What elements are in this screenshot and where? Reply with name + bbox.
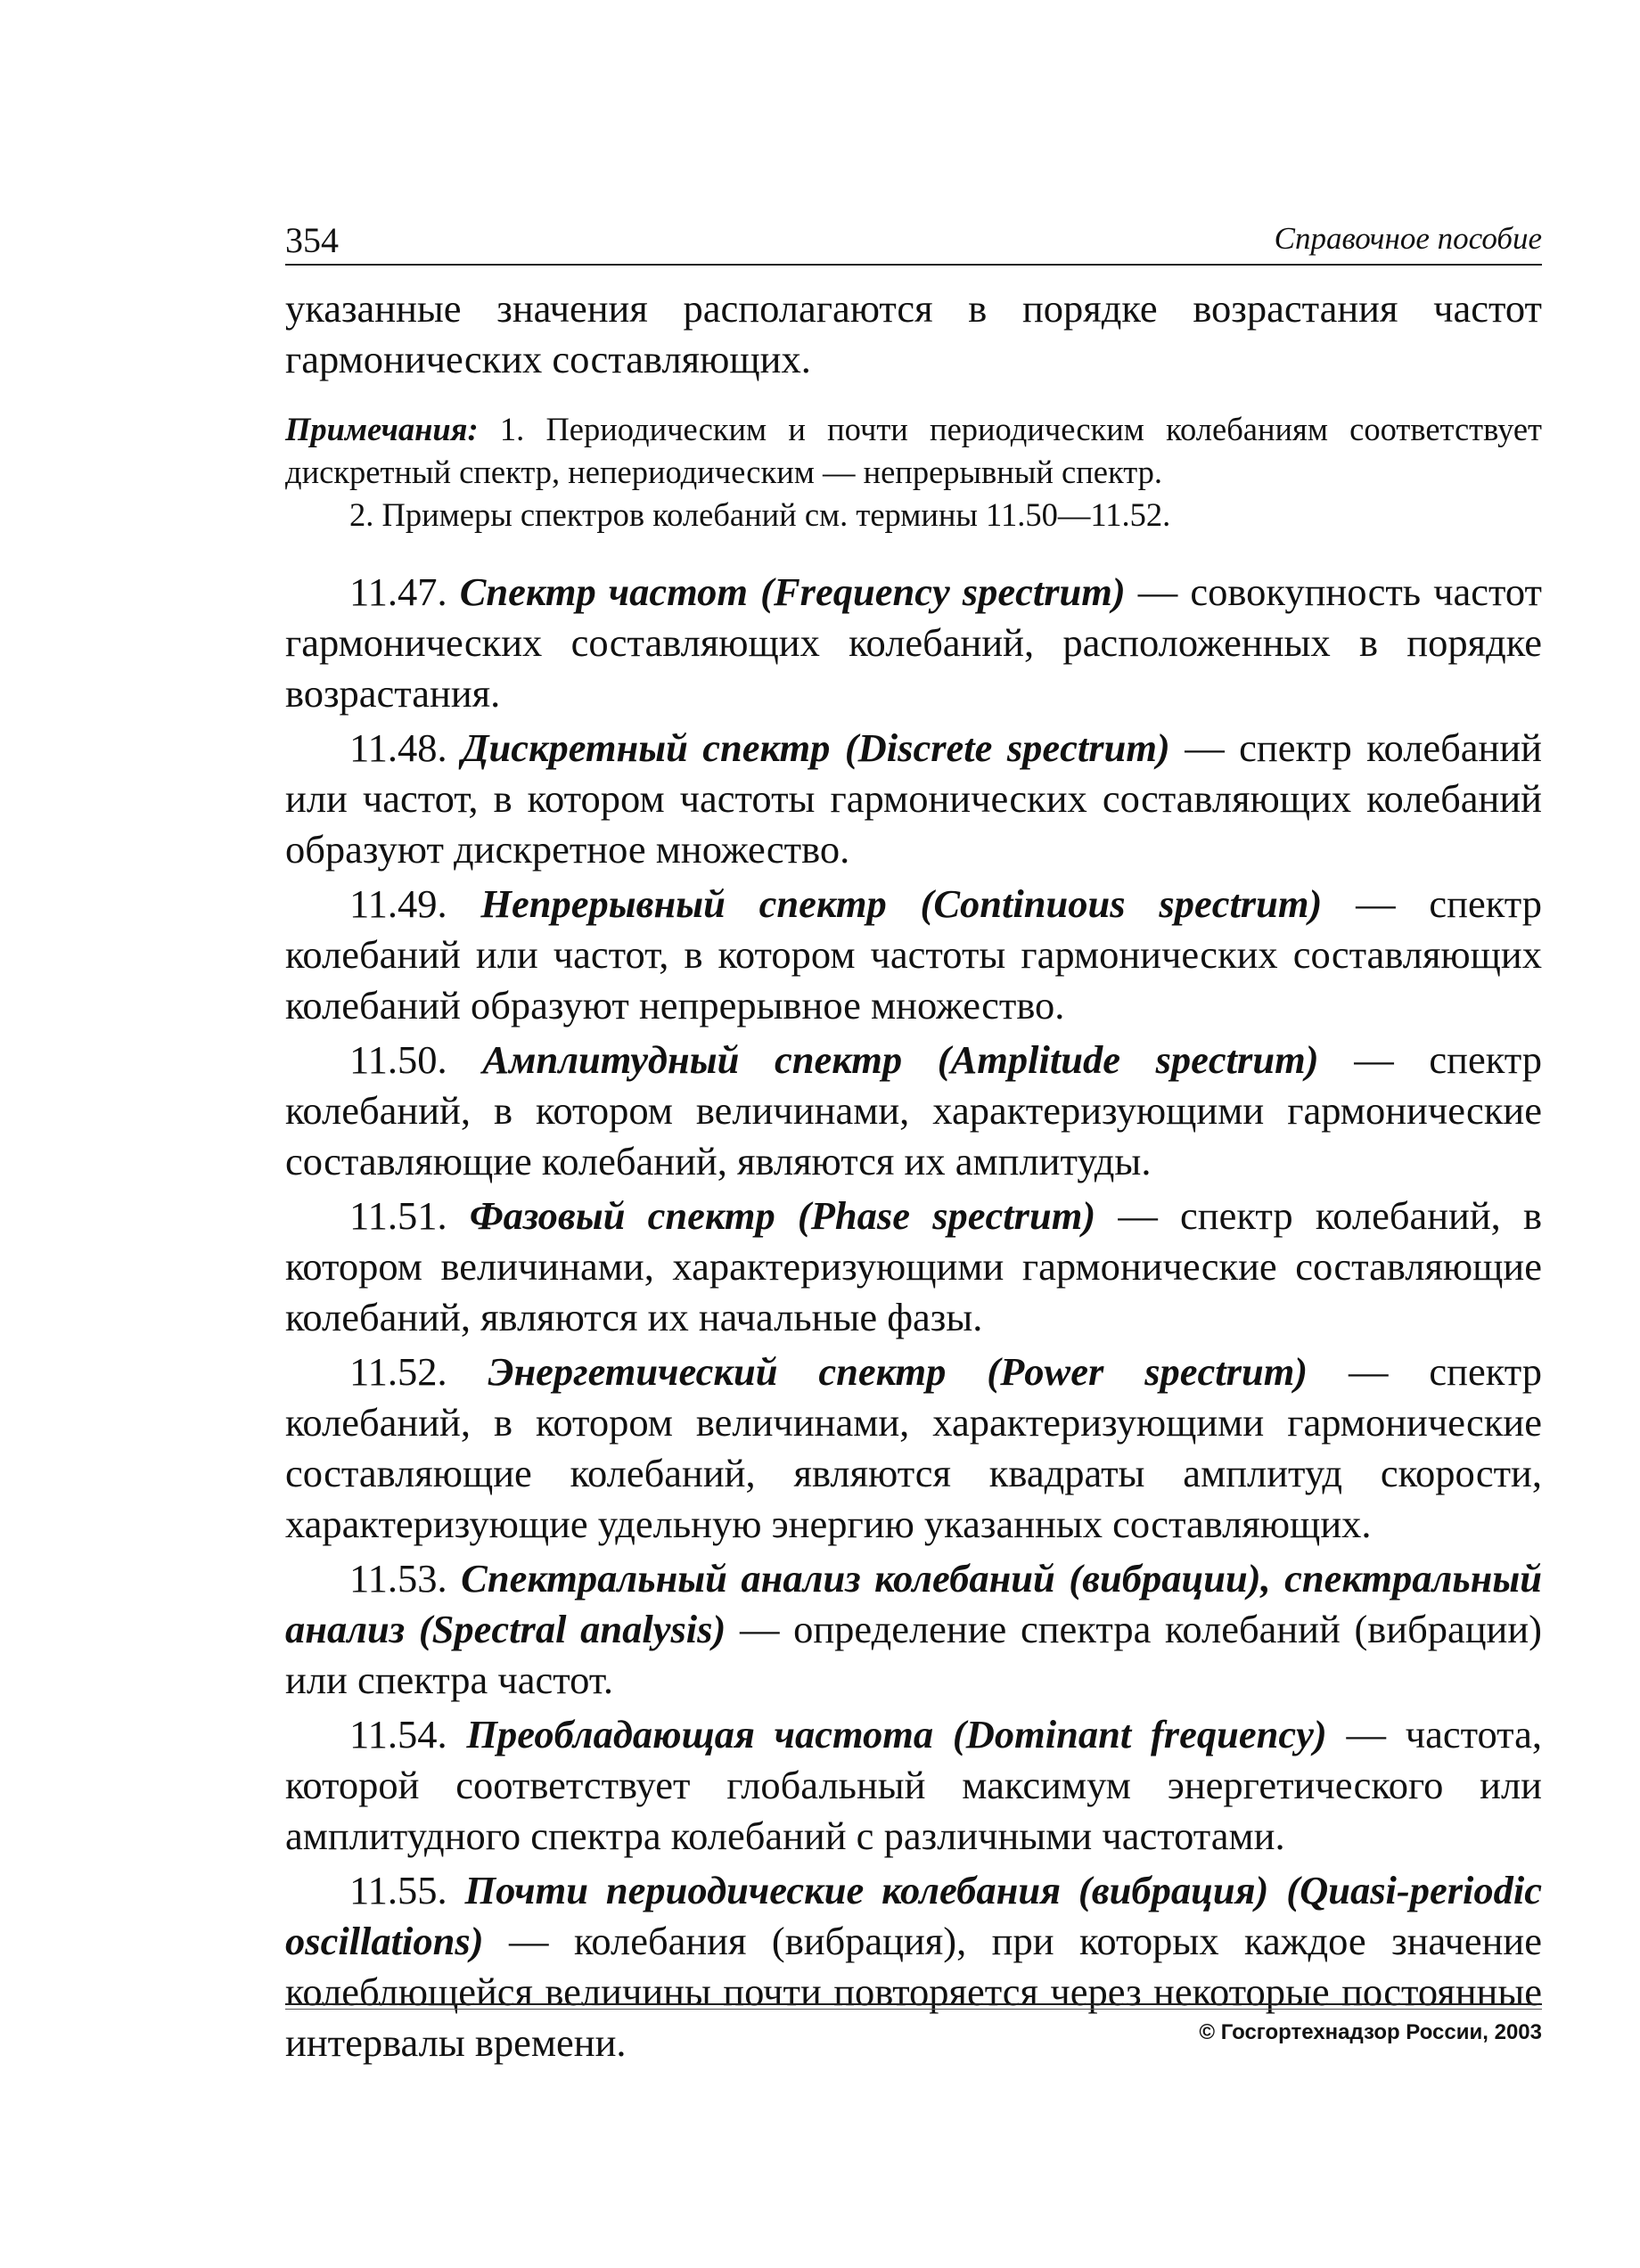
entry-number: 11.49. [349, 881, 447, 926]
entry-term: Дискретный спектр (Discrete spectrum) [462, 725, 1170, 770]
entry-definition: — колебания (вибрация), при которых каждое значение колеблющейся величины почти повторяется через некоторые постоянные интервалы времени. [285, 1919, 1542, 2065]
entry-number: 11.55. [349, 1868, 447, 1912]
notes-block [285, 408, 1542, 536]
continued-paragraph: указанные значения располагаются в порядке возрастания частот гармонических составляющих. [285, 286, 1542, 381]
entry-definition: — спектр колебаний, в котором величинами, характеризующими гармонические составляющие колебаний, являются квадраты амплитуд скорости, характеризующие удельную энергию указанных составляющих. [285, 1349, 1543, 1546]
entry-term: Энергетический спектр (Power spectrum) [488, 1349, 1308, 1394]
note-1-text: 1. Периодическим и почти периодическим колебаниям соответствует дискретный спектр, непериодическим — непрерывный спектр. [285, 411, 1542, 490]
term-entry [285, 1035, 1542, 1187]
page-number: 354 [285, 220, 339, 260]
term-entry [285, 723, 1542, 875]
entry-term: Спектральный анализ колебаний (вибрации), спектральный анализ (Spectral analysis) [285, 1556, 1543, 1651]
entry-number: 11.48. [349, 725, 447, 770]
page [285, 0, 1542, 2268]
entry-number: 11.51. [349, 1193, 447, 1238]
entry-number: 11.52. [349, 1349, 447, 1394]
term-entry [285, 879, 1542, 1031]
entry-term: Преобладающая частота (Dominant frequency) [466, 1712, 1327, 1756]
entry-number: 11.53. [349, 1556, 447, 1601]
note-1 [285, 408, 1542, 494]
entry-definition: — частота, которой соответствует глобальный максимум энергетического или амплитудного спектра колебаний с различными частотами. [285, 1712, 1542, 1858]
entry-definition: — спектр колебаний или частот, в котором частоты гармонических составляющих колебаний образуют дискретное множество. [285, 725, 1542, 872]
entry-term: Амплитудный спектр (Amplitude spectrum) [482, 1037, 1319, 1082]
copyright-notice: © Госгортехнадзор России, 2003 [1199, 2020, 1542, 2044]
note-2: 2. Примеры спектров колебаний см. термины 11.50—11.52. [349, 496, 1171, 533]
entry-term: Фазовый спектр (Phase spectrum) [469, 1193, 1096, 1238]
entry-definition: — определение спектра колебаний (вибрации) или спектра частот. [285, 1607, 1543, 1702]
entry-term: Непрерывный спектр (Continuous spectrum) [480, 881, 1323, 926]
notes-label: Примечания: [285, 411, 479, 447]
page-header [285, 214, 1542, 266]
term-entry [285, 567, 1542, 719]
term-entry [285, 1709, 1542, 1862]
footer-rule-secondary [285, 2009, 1542, 2010]
term-entry [285, 1347, 1542, 1550]
page-body [285, 283, 1542, 2072]
entry-number: 11.50. [349, 1037, 447, 1082]
entry-term: Спектр частот (Frequency spectrum) [459, 569, 1126, 614]
running-title: Справочное пособие [1274, 221, 1542, 256]
footer-rule [285, 2003, 1542, 2005]
term-entry [285, 1553, 1542, 1706]
term-entry [285, 1191, 1542, 1343]
entry-definition: — спектр колебаний или частот, в котором частоты гармонических составляющих колебаний образуют непрерывное множество. [285, 881, 1542, 1028]
entry-number: 11.47. [349, 569, 447, 614]
entry-definition: — совокупность частот гармонических составляющих колебаний, расположенных в порядке возрастания. [285, 569, 1542, 716]
entry-definition: — спектр колебаний, в котором величинами, характеризующими гармонические составляющие колебаний, являются их амплитуды. [285, 1037, 1542, 1183]
entry-term: Почти периодические колебания (вибрация) (Quasi-periodic oscillations) [285, 1868, 1543, 1963]
entry-number: 11.54. [349, 1712, 447, 1756]
entry-definition: — спектр колебаний, в котором величинами, характеризующими гармонические составляющие колебаний, являются их начальные фазы. [285, 1193, 1543, 1339]
